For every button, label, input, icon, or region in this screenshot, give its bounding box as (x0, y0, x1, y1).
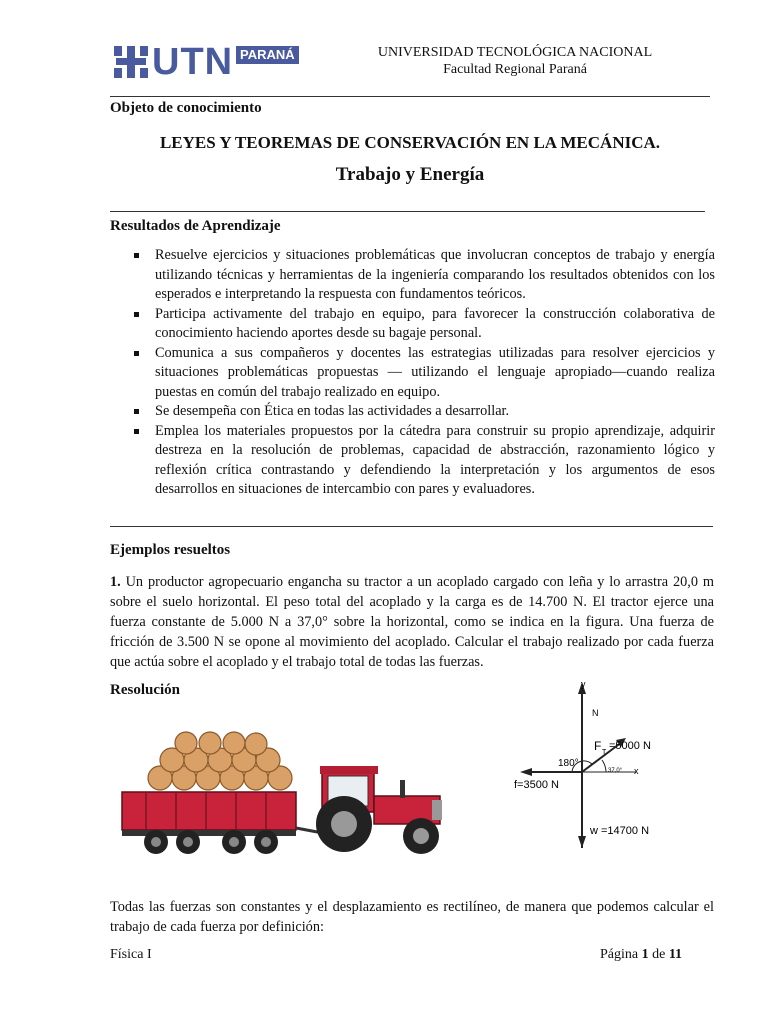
tension-force-symbol: F (594, 739, 602, 753)
trailer-icon (122, 792, 328, 854)
angle-37-label: 37,0° (608, 768, 623, 774)
footer-subject: Física I (110, 947, 152, 962)
tension-force-subscript: T (602, 749, 607, 756)
closing-paragraph: Todas las fuerzas son constantes y el desplazamiento es rectilíneo, de manera que podemos calcular el trabajo de cada fuerza por definición: (110, 899, 714, 935)
list-item-text: Comunica a sus compañeros y docentes las estrategias utilizadas para resolver ejercicios y situaciones problemáticas propuestas — utilizando el lenguaje apropiado—cuando realiza puestas en común del trabajo realizado en equipo. (155, 344, 715, 400)
logo-badge: PARANÁ (236, 46, 299, 64)
page-total: 11 (668, 947, 683, 962)
problem-number: 1. (110, 574, 121, 590)
faculty-name: Facultad Regional Paraná (443, 62, 587, 77)
axis-y-label: y (581, 679, 586, 689)
axis-x-label: x (634, 766, 639, 776)
results-heading: Resultados de Aprendizaje (110, 218, 281, 234)
list-item (110, 402, 715, 422)
list-item (110, 246, 715, 305)
list-item (110, 422, 715, 500)
results-divider (110, 526, 713, 527)
bullet-icon (134, 253, 139, 258)
firewood-logs-icon (148, 732, 292, 790)
bullet-icon (134, 312, 139, 317)
university-header (330, 44, 700, 78)
university-name: UNIVERSIDAD TECNOLÓGICA NACIONAL (377, 45, 653, 60)
utn-logo (110, 42, 310, 82)
tractor-icon (316, 766, 442, 854)
force-diagram (512, 676, 664, 852)
normal-force-label: N (592, 708, 599, 718)
resolution-heading: Resolución (110, 682, 181, 698)
bullet-icon (134, 351, 139, 356)
friction-force-label: f=3500 N (514, 779, 559, 791)
logo-text: UTN (152, 41, 234, 83)
page-prefix: Página (600, 947, 642, 962)
problem-statement (110, 572, 714, 672)
footer-page-number (600, 947, 682, 963)
list-item-text: Participa activamente del trabajo en equipo, para favorecer la construcción colaborativa de conocimiento haciendo aportes desde su bagaje personal. (155, 305, 715, 341)
page-current: 1 (641, 947, 649, 962)
list-item (110, 305, 715, 344)
list-item (110, 344, 715, 403)
bullet-icon (134, 429, 139, 434)
problem-text: Un productor agropecuario engancha su tractor a un acoplado cargado con leña y lo arrastra 20,0 m sobre el suelo horizontal. El peso total del acoplado y la carga es de 14.700 N. El tractor ejerce una fuerza constante de 5.000 N a 37,0° sobre la horizontal, como se indica en la figura. Una fuerza de fricción de 3.500 N se opone al movimiento del acoplado. Calcular el trabajo realizado por cada fuerza que actúa sobre el acoplado y el trabajo total de todas las fuerzas. (110, 574, 715, 670)
list-item-text: Resuelve ejercicios y situaciones problemáticas que involucran conceptos de trabajo y energía utilizando técnicas y herramientas de la ingeniería comparando los resultados obtenidos con los esperados e interpretando la respuesta con fundamentos teóricos. (155, 247, 715, 302)
page-mid: de (648, 947, 669, 962)
list-item-text: Emplea los materiales propuestos por la cátedra para construir su propio aprendizaje, adquirir destreza en la resolución de problemas, capacidad de abstracción, razonamiento lógico y reflexión crítica contrastando y defendiendo la interpretación y los argumentos de esos desarrollos en situaciones de intercambio con pares y evaluadores. (155, 422, 715, 497)
angle-180-label: 180° (558, 758, 579, 769)
examples-heading: Ejemplos resueltos (110, 542, 231, 558)
results-list (110, 246, 715, 500)
object-label: Objeto de conocimiento (110, 100, 262, 116)
tension-force-label: =5000 N (609, 740, 651, 752)
tractor-trailer-illustration (116, 718, 454, 860)
list-item-text: Se desempeña con Ética en todas las actividades a desarrollar. (155, 403, 510, 419)
main-title: LEYES Y TEOREMAS DE CONSERVACIÓN EN LA MECÁNICA. (159, 133, 661, 152)
sub-title: Trabajo y Energía (335, 164, 485, 185)
bullet-icon (134, 409, 139, 414)
header-divider (110, 96, 710, 97)
title-divider (110, 211, 705, 212)
weight-force-label: w =14700 N (590, 825, 650, 837)
